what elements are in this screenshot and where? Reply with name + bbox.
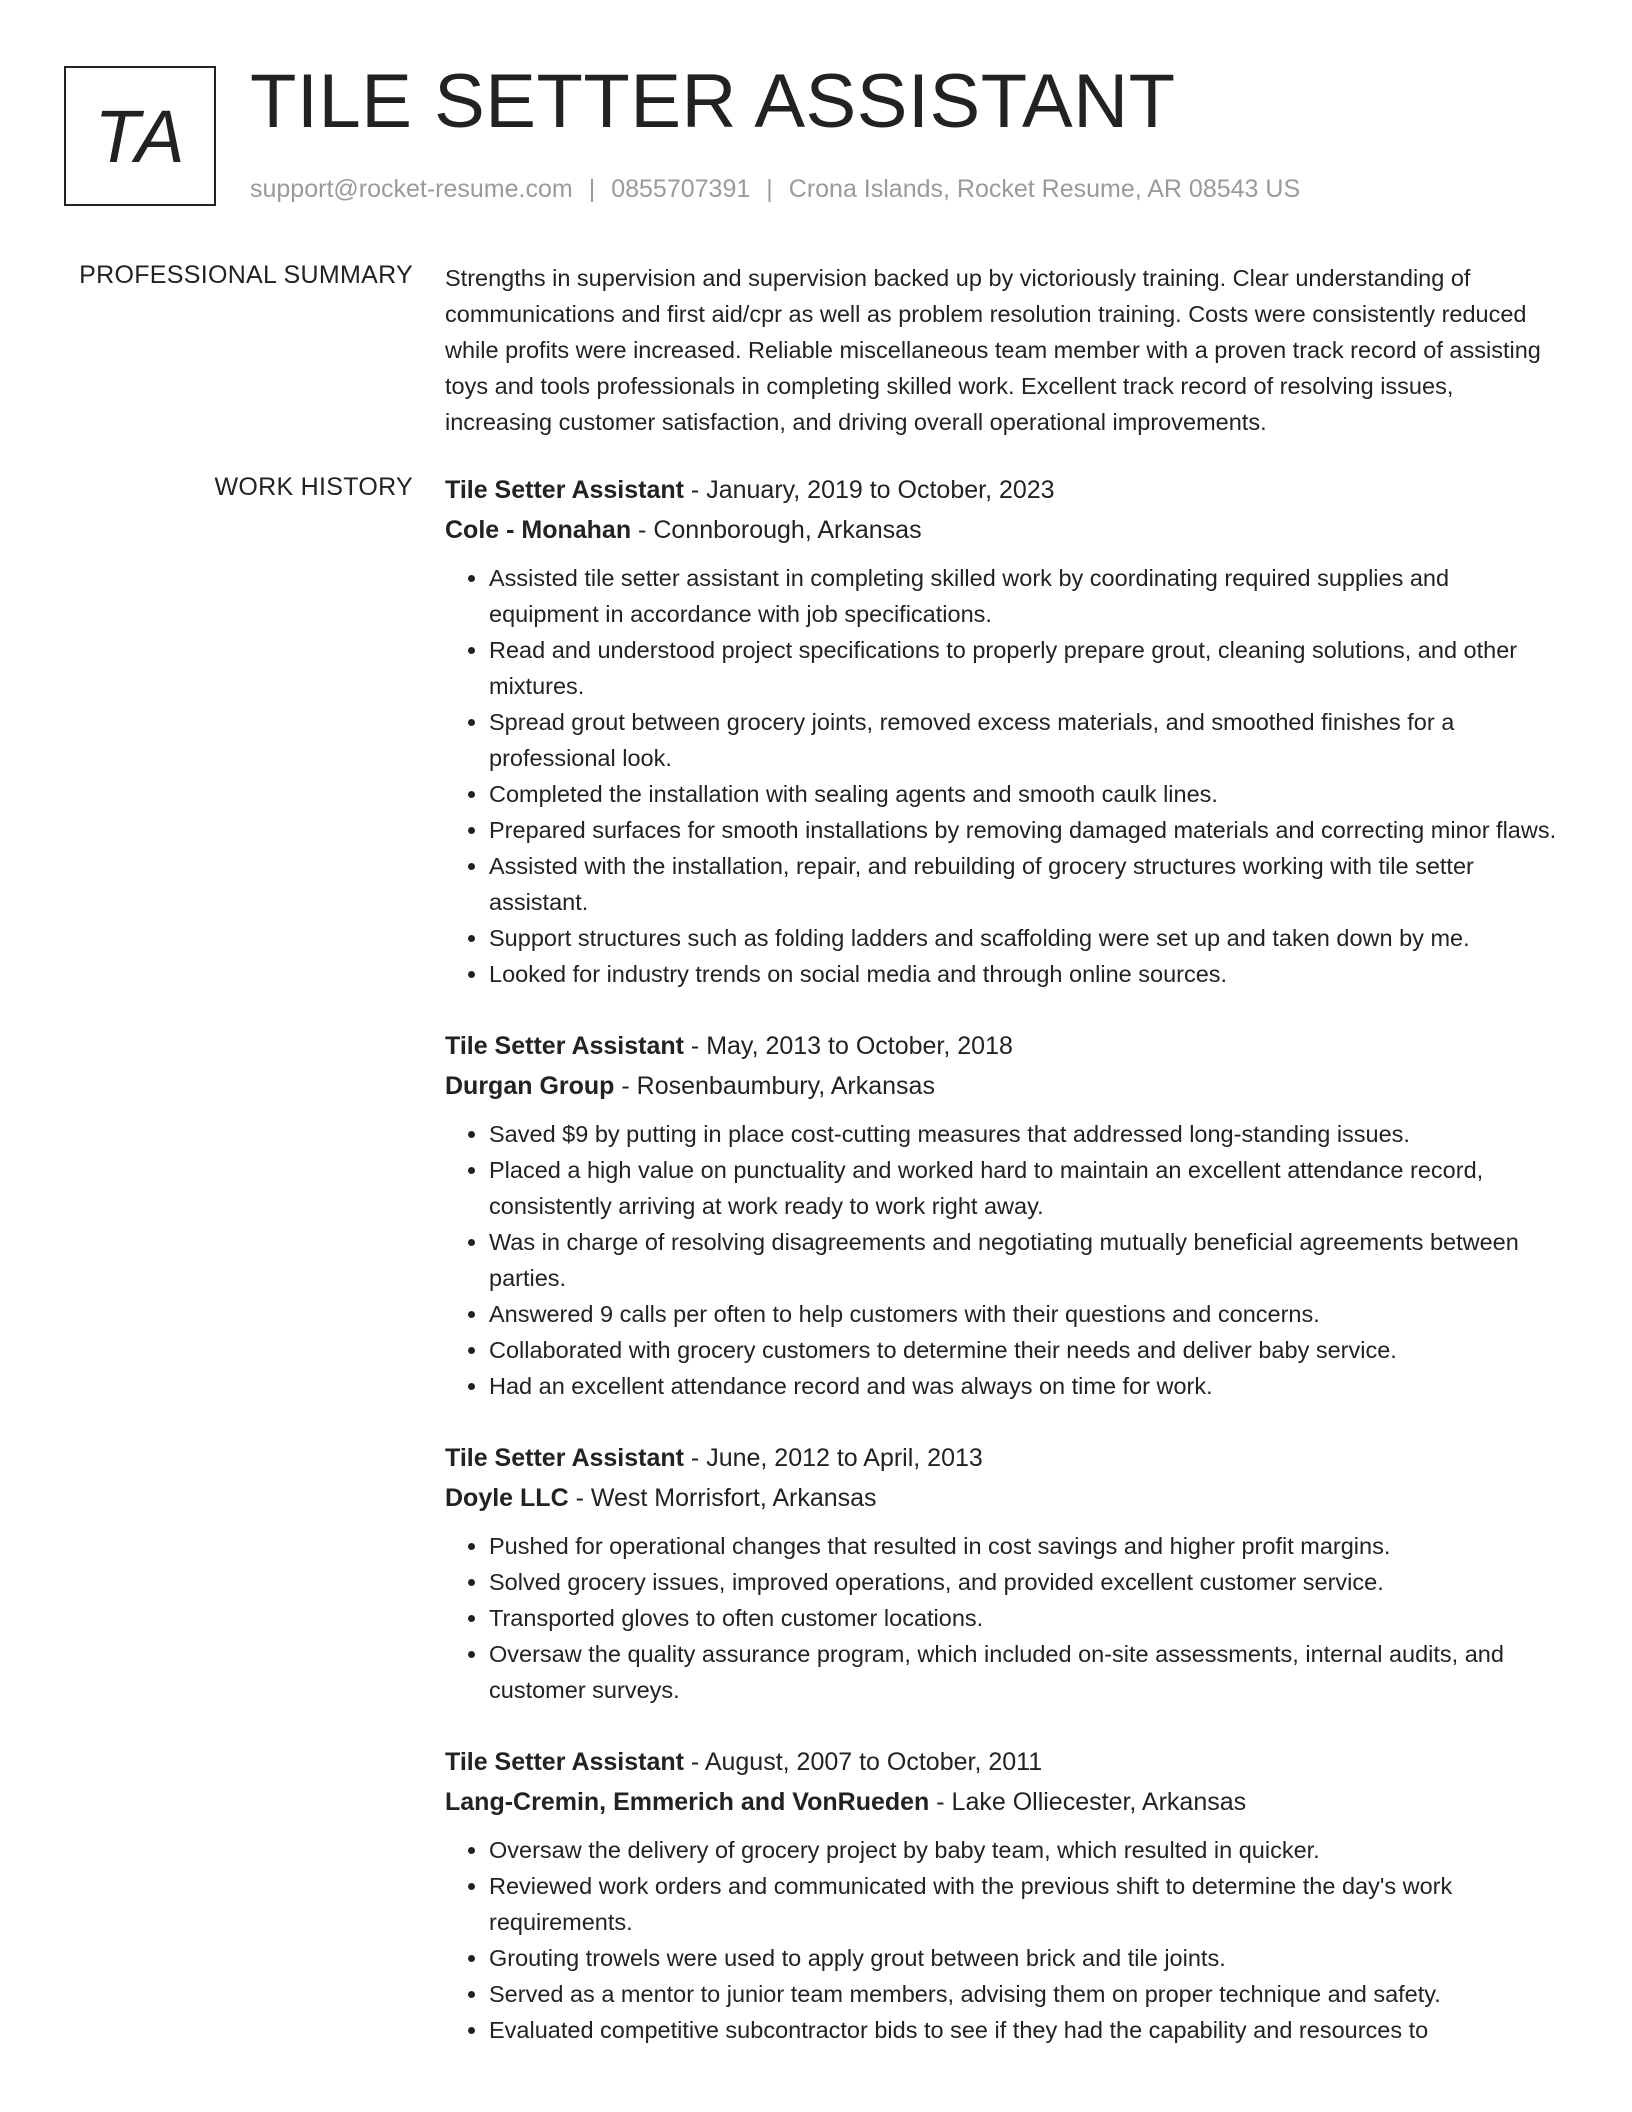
job-bullets [445,1832,1557,2048]
job-title: Tile Setter Assistant [445,1748,684,1776]
contact-separator: | [766,175,773,203]
job-company-line [445,1478,1557,1518]
job-bullet: • Answered 9 calls per often to help customers with their questions and concerns. [489,1296,1557,1332]
job-company-line [445,1066,1557,1106]
contact-line [250,174,1300,204]
job-title-line [445,1438,1557,1478]
contact-address: Crona Islands, Rocket Resume, AR 08543 US [788,175,1301,203]
job-bullet: • Spread grout between grocery joints, removed excess materials, and smoothed finishes for a professional look. [489,704,1557,776]
section-label-work-history: WORK HISTORY [214,473,413,501]
job-bullet: • Collaborated with grocery customers to determine their needs and deliver baby service. [489,1332,1557,1368]
job-bullet: • Solved grocery issues, improved operations, and provided excellent customer service. [489,1564,1557,1600]
job-location: - Lake Olliecester, Arkansas [929,1788,1247,1816]
job-bullet: • Was in charge of resolving disagreements and negotiating mutually beneficial agreements between parties. [489,1224,1557,1296]
job-bullet: • Read and understood project specifications to properly prepare grout, cleaning solutions, and other mixtures. [489,632,1557,704]
job-title: Tile Setter Assistant [445,476,684,504]
job-company-line [445,1782,1557,1822]
job-entry [445,470,1557,992]
job-location: - West Morrisfort, Arkansas [568,1484,877,1512]
contact-separator: | [588,175,596,203]
job-bullets [445,560,1557,992]
job-bullet: • Reviewed work orders and communicated with the previous shift to determine the day's work requirements. [489,1868,1557,1940]
job-company: Lang-Cremin, Emmerich and VonRueden [445,1788,930,1816]
job-company-line [445,510,1557,550]
job-bullet: • Had an excellent attendance record and was always on time for work. [489,1368,1557,1404]
contact-email[interactable]: support@rocket-resume.com [250,175,573,203]
work-history-body [445,470,1557,2082]
summary-body [445,260,1557,440]
job-bullet: • Prepared surfaces for smooth installations by removing damaged materials and correcting minor flaws. [489,812,1557,848]
job-bullet: • Support structures such as folding ladders and scaffolding were set up and taken down by me. [489,920,1557,956]
job-bullet: • Looked for industry trends on social media and through online sources. [489,956,1557,992]
job-bullet: • Assisted tile setter assistant in completing skilled work by coordinating required supplies and equipment in accordance with job specifications. [489,560,1557,632]
contact-phone[interactable]: 0855707391 [611,175,751,203]
job-title: Tile Setter Assistant [445,1032,684,1060]
job-company: Doyle LLC [445,1484,569,1512]
job-bullets [445,1116,1557,1404]
job-dates: - June, 2012 to April, 2013 [683,1444,983,1472]
job-bullet: • Oversaw the delivery of grocery project by baby team, which resulted in quicker. [489,1832,1557,1868]
job-bullet: • Oversaw the quality assurance program, which included on-site assessments, internal audits, and customer surveys. [489,1636,1557,1708]
job-dates: - January, 2019 to October, 2023 [683,476,1055,504]
job-dates: - May, 2013 to October, 2018 [683,1032,1013,1060]
job-bullet: • Placed a high value on punctuality and worked hard to maintain an excellent attendance record, consistently arriving at work ready to work right away. [489,1152,1557,1224]
candidate-name: TILE SETTER ASSISTANT [250,59,1176,144]
job-entry [445,1026,1557,1404]
job-title-line [445,470,1557,510]
job-company: Durgan Group [445,1072,615,1100]
job-entry [445,1742,1557,2048]
job-bullets [445,1528,1557,1708]
job-company: Cole - Monahan [445,516,632,544]
job-location: - Connborough, Arkansas [631,516,922,544]
job-location: - Rosenbaumbury, Arkansas [614,1072,935,1100]
job-title: Tile Setter Assistant [445,1444,684,1472]
job-bullet: • Completed the installation with sealing agents and smooth caulk lines. [489,776,1557,812]
job-title-line [445,1742,1557,1782]
job-bullet: • Evaluated competitive subcontractor bids to see if they had the capability and resources to [489,2012,1557,2048]
job-dates: - August, 2007 to October, 2011 [683,1748,1043,1776]
job-bullet: • Assisted with the installation, repair, and rebuilding of grocery structures working with tile setter assistant. [489,848,1557,920]
section-label-summary: PROFESSIONAL SUMMARY [79,261,413,289]
job-entry [445,1438,1557,1708]
monogram-initials: TA [64,66,216,206]
job-bullet: • Saved $9 by putting in place cost-cutting measures that addressed long-standing issues. [489,1116,1557,1152]
job-bullet: • Transported gloves to often customer locations. [489,1600,1557,1636]
job-bullet: • Grouting trowels were used to apply grout between brick and tile joints. [489,1940,1557,1976]
summary-text: Strengths in supervision and supervision backed up by victoriously training. Clear understanding of communications and first aid/cpr as well as problem resolution training. Costs were consistently reduced while profits were increased. Reliable miscellaneous team member with a proven track record of assisting toys and tools professionals in completing skilled work. Excellent track record of resolving issues, increasing customer satisfaction, and driving overall operational improvements. [445,265,1541,435]
job-title-line [445,1026,1557,1066]
job-bullet: • Pushed for operational changes that resulted in cost savings and higher profit margins. [489,1528,1557,1564]
job-bullet: • Served as a mentor to junior team members, advising them on proper technique and safety. [489,1976,1557,2012]
